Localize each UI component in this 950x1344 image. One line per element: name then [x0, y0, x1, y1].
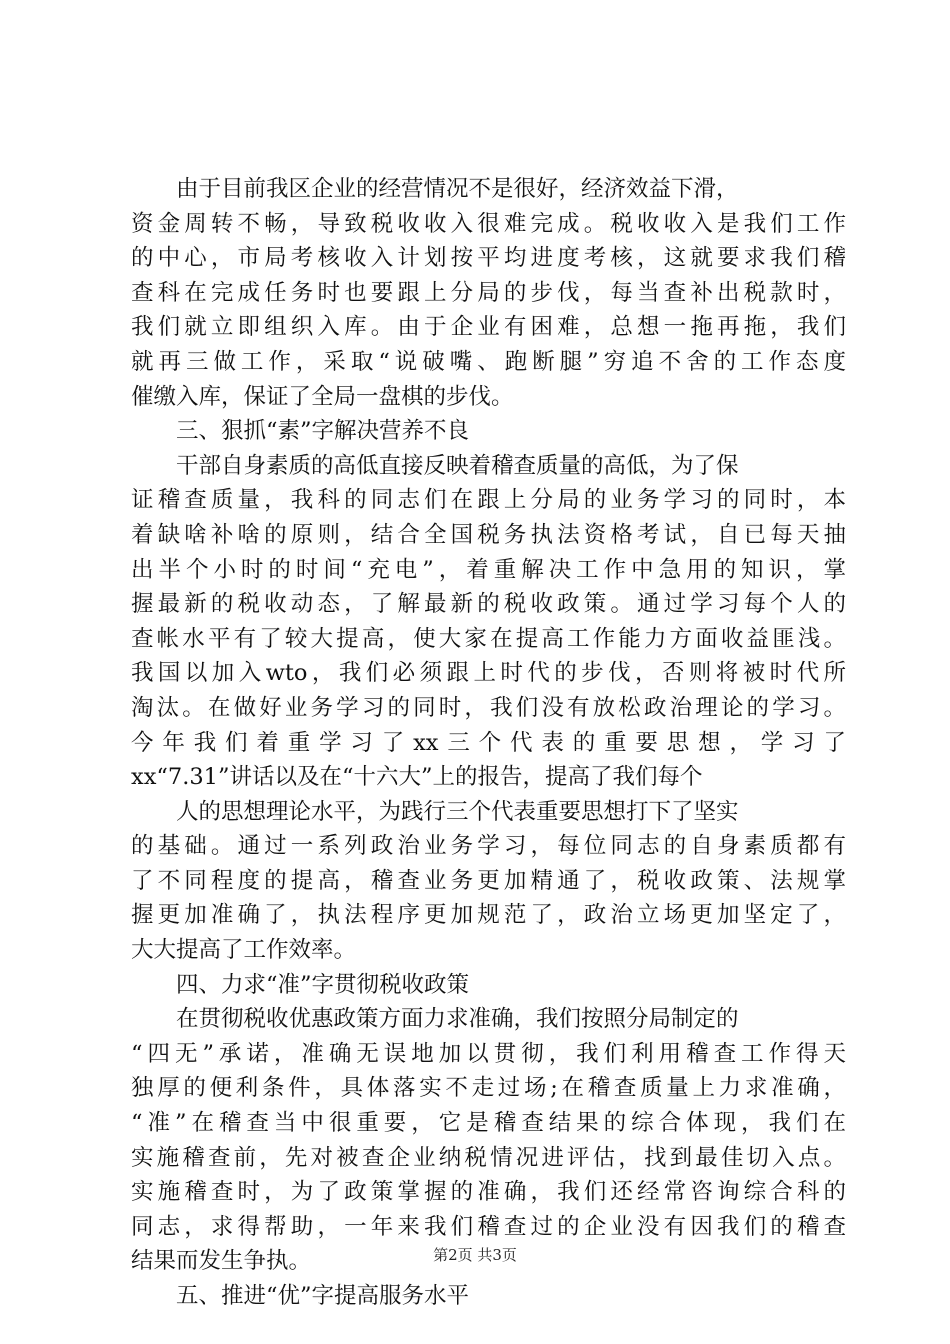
- text-line: 我们就立即组织入库。由于企业有困难，总想一拖再拖，我们: [131, 314, 846, 341]
- text-line: 出半个小时的时间“充电”，着重解决工作中急用的知识，掌: [131, 556, 846, 583]
- page-number-footer: 第2页 共3页: [433, 1246, 517, 1264]
- text-line: 催缴入库，保证了全局一盘棋的步伐。: [131, 383, 514, 410]
- text-line: 的中心，市局考核收入计划按平均进度考核，这就要求我们稽: [131, 245, 846, 272]
- text-line: 的基础。通过一系列政治业务学习，每位同志的自身素质都有: [131, 833, 846, 860]
- text-line: 干部自身素质的高低直接反映着稽查质量的高低，为了保: [176, 452, 739, 479]
- section-heading: 四、力求“准”字贯彻税收政策: [176, 971, 470, 998]
- text-line: 证稽查质量，我科的同志们在跟上分局的业务学习的同时，本: [131, 487, 846, 514]
- text-line: 握更加准确了，执法程序更加规范了，政治立场更加坚定了，: [131, 902, 846, 929]
- section-heading: 五、推进“优”字提高服务水平: [176, 1283, 470, 1309]
- text-line: 结果而发生争执。: [131, 1248, 312, 1275]
- text-line: 在贯彻税收优惠政策方面力求准确，我们按照分局制定的: [176, 1006, 739, 1033]
- text-line: 着缺啥补啥的原则，结合全国税务执法资格考试，自已每天抽: [131, 521, 846, 548]
- section-heading: 三、狠抓“素”字解决营养不良: [176, 418, 470, 445]
- text-line: 资金周转不畅，导致税收收入很难完成。税收收入是我们工作: [131, 210, 846, 237]
- text-line: 实施稽查前，先对被查企业纳税情况进评估，找到最佳切入点。: [131, 1144, 846, 1171]
- text-line: 今年我们着重学习了xx三个代表的重要思想，学习了: [131, 729, 846, 756]
- text-line: 查科在完成任务时也要跟上分局的步伐，每当查补出税款时，: [131, 279, 846, 306]
- text-line: 握最新的税收动态，了解最新的税收政策。通过学习每个人的: [131, 591, 846, 618]
- text-line: 由于目前我区企业的经营情况不是很好，经济效益下滑，: [176, 176, 739, 202]
- text-line: 了不同程度的提高，稽查业务更加精通了，税收政策、法规掌: [131, 867, 846, 894]
- text-line: 同志，求得帮助，一年来我们稽查过的企业没有因我们的稽查: [131, 1213, 846, 1240]
- body-text: [131, 172, 846, 1314]
- text-line: 就再三做工作，采取“说破嘴、跑断腿”穷追不舍的工作态度: [131, 348, 846, 375]
- text-line: “四无”承诺，准确无误地加以贯彻，我们利用稽查工作得天: [131, 1040, 846, 1067]
- text-line: 查帐水平有了较大提高，使大家在提高工作能力方面收益匪浅。: [131, 625, 846, 652]
- text-line: xx“7.31”讲话以及在“十六大”上的报告，提高了我们每个: [131, 764, 703, 791]
- text-line: 大大提高了工作效率。: [131, 937, 357, 964]
- text-line: 我国以加入wto，我们必须跟上时代的步伐，否则将被时代所: [131, 660, 846, 687]
- text-line: 实施稽查时，为了政策掌握的准确，我们还经常咨询综合科的: [131, 1179, 846, 1206]
- text-line: “准”在稽查当中很重要，它是稽查结果的综合体现，我们在: [131, 1110, 846, 1137]
- text-line: 人的思想理论水平，为践行三个代表重要思想打下了坚实: [176, 798, 739, 825]
- text-line: 独厚的便利条件，具体落实不走过场;在稽查质量上力求准确，: [131, 1075, 846, 1102]
- text-line: 淘汰。在做好业务学习的同时，我们没有放松政治理论的学习。: [131, 694, 846, 721]
